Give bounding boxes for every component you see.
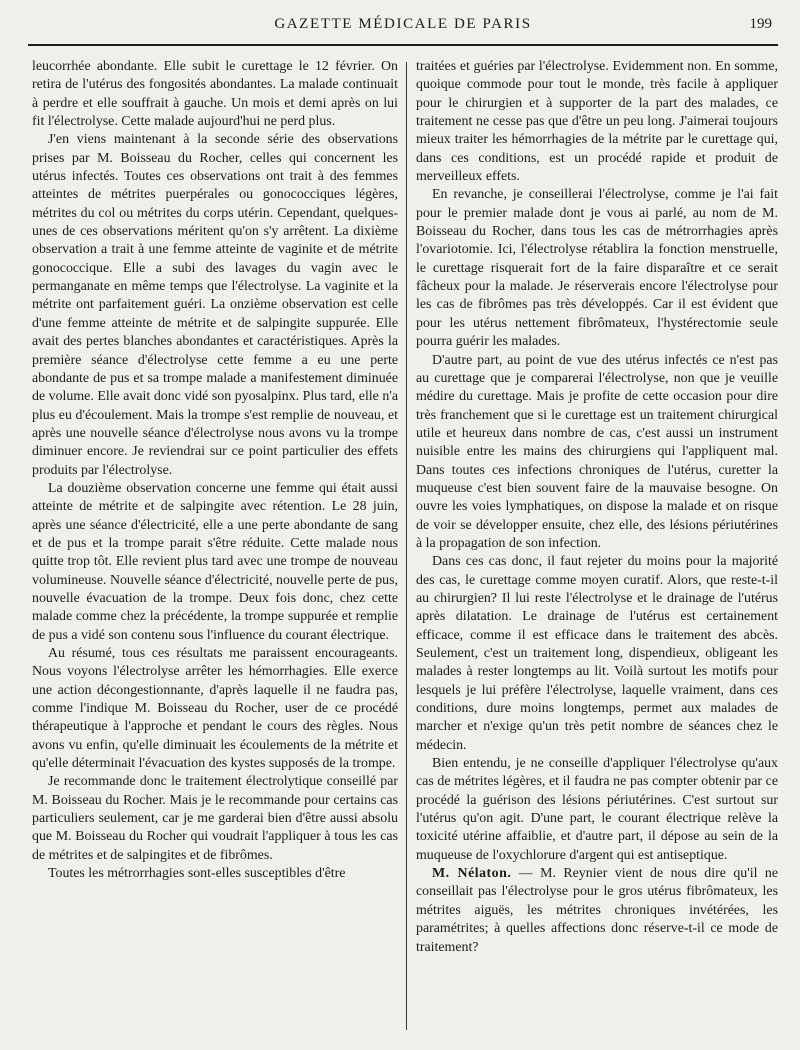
paragraph: Au résumé, tous ces résultats me paraissent encourageants. Nous voyons l'électrolyse arrêter les hémorrhagies. Elle exerce une action décongestionnante, d'après laquelle il ne faudra pas, comme l'indique M. Boisseau du Rocher, user de ce procédé thérapeutique à l'approche et pendant le cours des règles. Nous avons vu enfin, qu'elle diminuait les écoulements de la métrite et qu'elle déterminait l'évacuation des kystes supposés de la trompe. [32, 646, 398, 772]
paragraph: La douzième observation concerne une femme qui était aussi atteinte de métrite et de salpingite avec rétention. Le 28 juin, après une séance d'électricité, elle a une perte abondante de sang et de pus et la trompe parait s'être réduite. Cette malade nous quitte trop tôt. Elle revient plus tard avec une trompe de nouveau volumineuse. Nouvelle séance d'électricité, nouvelle perte de pus, nouvelle évacuation de la trompe. Deux fois donc, chez cette malade comme chez la précédente, la trompe suppurée et remplie de pus a vidé son contenu sous l'influence du courant électrique. [32, 480, 398, 643]
paragraph: leucorrhée abondante. Elle subit le curettage le 12 février. On retira de l'utérus des fongosités abondantes. La malade continuait à perdre et elle souffrait à gauche. Un mois et demi après on lui fit l'électrolyse. Cette malade aujourd'hui ne perd plus. [32, 59, 398, 130]
paragraph: D'autre part, au point de vue des utérus infectés ce n'est pas au curettage que je comparerai l'électrolyse, non que je veuille médire du curettage. Mais je profite de cette occasion pour dire très franchement que si le curettage est un traitement chirurgical utile et heureux dans nombre de cas, c'est aussi un instrument nuisible entre les mains des chirurgiens qui l'appliquent mal. Dans toutes ces infections chroniques de l'utérus, curetter la muqueuse c'est bien souvent faire de la mauvaise besogne. On ouvre les voies lymphatiques, on dispose la malade et on risque de voir se développer ensuite, chez elle, des lésions périutérines à la propagation de son infection. [416, 352, 778, 551]
paragraph: Je recommande donc le traitement électrolytique conseillé par M. Boisseau du Rocher. Mais je le recommande pour certains cas particuliers seulement, car je me garderai bien d'être aussi absolu que M. Boisseau du Rocher qui voudrait l'appliquer à tous les cas de métrites et de salpingites et de fibrômes. [32, 774, 398, 863]
page-number: 199 [749, 16, 772, 32]
left-column [32, 58, 398, 883]
paragraph: Toutes les métrorrhagies sont-elles susceptibles d'être [48, 866, 346, 882]
journal-title: GAZETTE MÉDICALE DE PARIS [274, 16, 532, 32]
paragraph: En revanche, je conseillerai l'électrolyse, comme je l'ai fait pour le premier malade dont je vous ai parlé, au nom de M. Boisseau du Rocher, dans tous les cas de métrorrhagies après l'ovariotomie. Ici, l'électrolyse rétablira la fonction menstruelle, le curettage risquerait fort de la faire disparaître et ce serait fâcheux pour la malade. Je réserverais encore l'électrolyse pour les cas de fibrômes pas très développés. Car il est évident que pour les utérus nettement fibrômateux, l'hystérectomie seule pourra guérir les malades. [416, 187, 778, 350]
speaker-text: — M. Reynier vient de nous dire qu'il ne conseillait pas l'électrolyse pour le gros utérus fibrômateux, les métrites aiguës, les métrites chroniques invétérées, les paramétrites; à quelles affections donc réserve-t-il ce mode de traitement? [416, 866, 778, 955]
paragraph: traitées et guéries par l'électrolyse. Evidemment non. En somme, quoique commode pour tout le monde, très facile à appliquer pour le chirurgien et à supporter de la part des malades, ce traitement ne cesse pas que d'être un peu long. J'aimerai toujours mieux traiter les hémorrhagies de la métrite par le curettage qui, dans ces conditions, est un procédé rapide et produit de merveilleux effets. [416, 59, 778, 185]
paragraph: J'en viens maintenant à la seconde série des observations prises par M. Boisseau du Rocher, celles qui concernent les utérus infectés. Toutes ces observations ont trait à des femmes atteintes de métrites puerpérales ou gonococciques légères, métrites du col ou métrites du corps utérin. Cependant, quelques-unes de ces observations méritent qu'on s'y arrêtent. La dixième observation a trait à une femme atteinte de vaginite et de métrite gonococcique. Elle a subi des lavages du vagin avec le permanganate en même temps que l'électrolyse. La vaginite et la métrite ont parfaitement guéri. La onzième observation est celle d'une femme atteinte de métrite et de salpingite suppurée. Elle avait des pertes blanches abondantes et caractéristiques. Après la première séance d'électrolyse cette femme a eu une perte abondante de pus et sa trompe malade a manifestement diminuée de volume. Elle avait donc vidé son pyosalpinx. Plus tard, elle n'a plus eu d'écoulement. Mais la trompe s'est remplie de nouveau, et après une nouvelle séance d'électrolyse nous avons vu la trompe diminuer encore. Je reviendrai sur ce point particulier des effets produits par l'électrolyse. [32, 132, 398, 478]
header-rule [28, 44, 778, 46]
paragraph: Bien entendu, je ne conseille d'appliquer l'électrolyse qu'aux cas de métrites légères, et il faudra ne pas compter obtenir par ce procédé la guérison des lésions périutérines. C'est surtout sur l'utérus qu'on agit. D'une part, le courant électrique relève la toxicité utérine affaiblie, et d'autre part, il dépose au sein de la muqueuse de l'oxychlorure d'argent qui est antiseptique. [416, 756, 778, 863]
speaker-name: M. Nélaton. [432, 866, 512, 882]
paragraph: Dans ces cas donc, il faut rejeter du moins pour la majorité des cas, le curettage comme moyen curatif. Alors, que reste-t-il au chirurgien? Il lui reste l'électrolyse et le drainage de l'utérus après dilatation. Le drainage de l'utérus est certainement efficace, comme il est efficace dans le traitement des abcès. Seulement, c'est un traitement long, dispendieux, obligeant les malades à rester longtemps au lit. Voilà surtout les motifs pour lesquels je lui préfère l'électrolyse, laquelle vraiment, dans ces conditions, dure moins longtemps, permet aux malades de marcher et n'exige qu'un très petit nombre de séances chez le médecin. [416, 554, 778, 753]
column-divider [406, 62, 407, 1030]
right-column [416, 58, 778, 957]
speaker-paragraph [416, 865, 778, 957]
page-header [30, 14, 776, 38]
